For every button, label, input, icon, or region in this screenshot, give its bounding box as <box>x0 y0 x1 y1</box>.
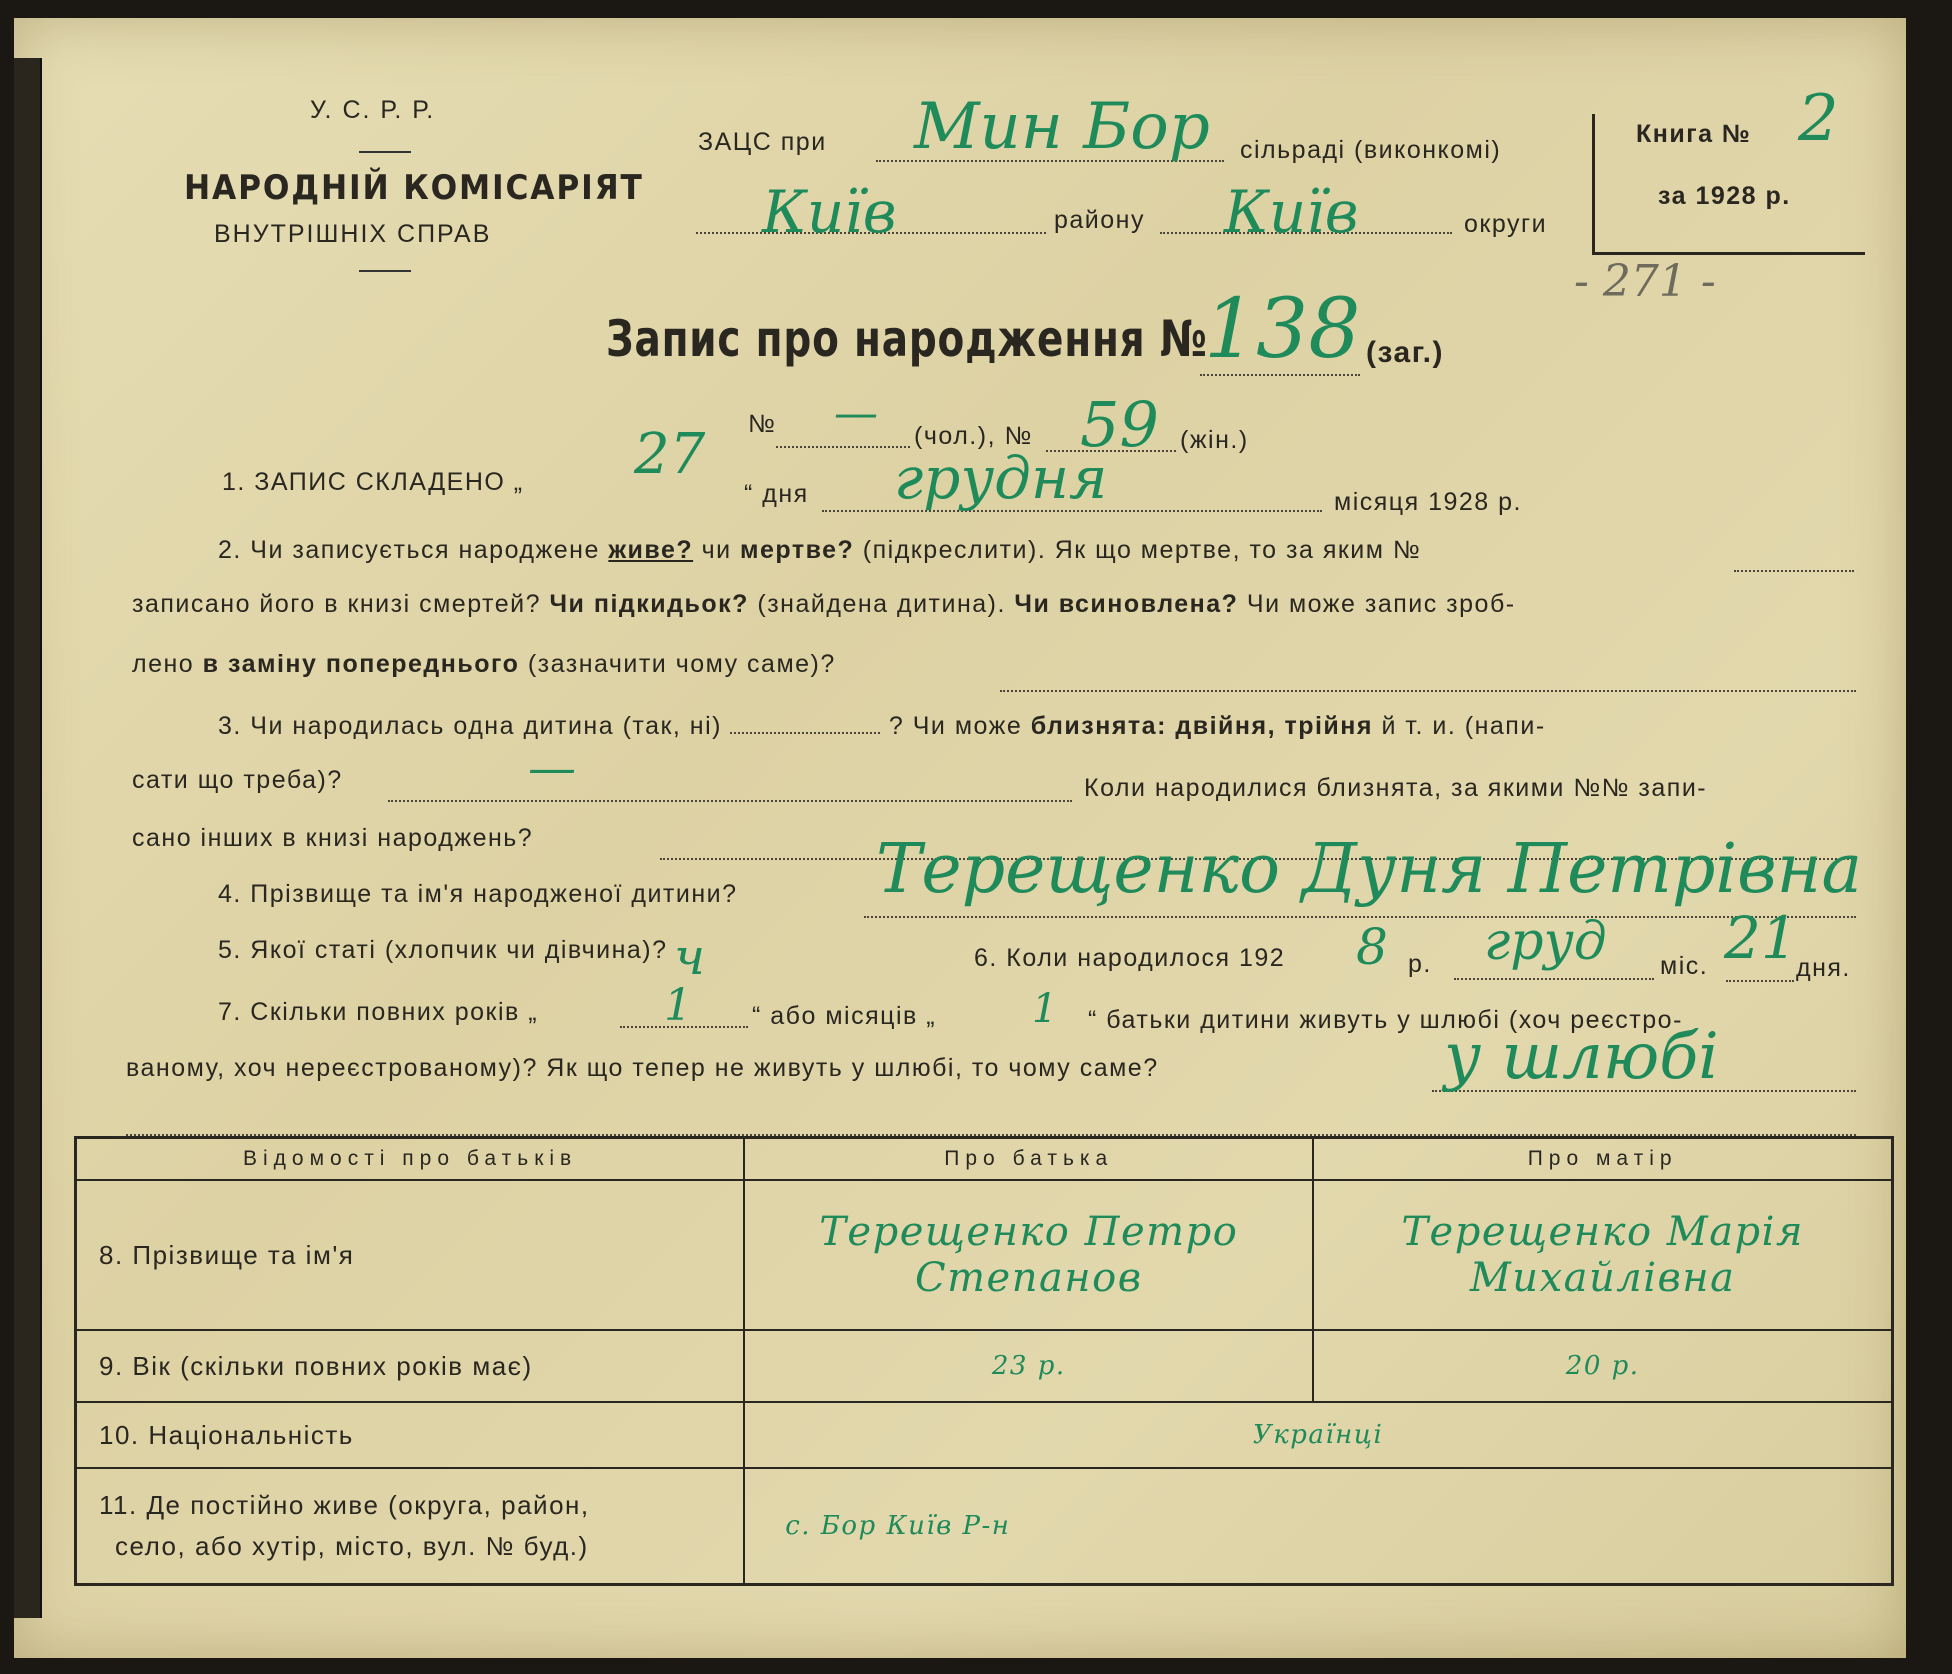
book-year: за 1928 р. <box>1658 182 1791 210</box>
f7-line1-a: 7. Скільки повних років „ <box>218 998 539 1026</box>
father-age-hand: 23 р. <box>744 1330 1313 1402</box>
nationality-hand: Українці <box>744 1402 1892 1468</box>
village-council-label: сільраді (виконкомі) <box>1240 136 1502 164</box>
f6-year-label: р. <box>1408 950 1432 978</box>
f5-label: 5. Якої статі (хлопчик чи дівчина)? <box>218 936 668 964</box>
row-label-nationality: 10. Національність <box>76 1402 745 1468</box>
f7-line1-c: “ батьки дитини живуть у шлюбі (хоч реєстро- <box>1088 1006 1683 1034</box>
table-row-residence <box>76 1468 1893 1584</box>
f7-months-hand: 1 <box>1032 986 1058 1032</box>
f4-label: 4. Прізвище та ім'я народженої дитини? <box>218 880 738 908</box>
f1-day-hand: 27 <box>634 422 706 487</box>
row-label-residence-1: 11. Де постійно живе (округа, район, <box>99 1489 590 1520</box>
male-no-dots <box>776 446 910 448</box>
header-rule-1 <box>359 151 411 153</box>
table-row-age <box>76 1330 1893 1402</box>
f2-line3: лено в заміну попереднього (зазначити чому саме)? <box>132 650 836 678</box>
table-row-nationality <box>76 1402 1893 1468</box>
f6-label: 6. Коли народилося 192 <box>974 944 1286 972</box>
f2-replace-dots <box>1000 690 1856 692</box>
f2-death-no-dots <box>1734 570 1854 572</box>
f6-day-hand: 21 <box>1724 904 1798 972</box>
f6-day-dots <box>1726 980 1794 982</box>
f6-month-label: міс. <box>1660 952 1709 980</box>
f4-child-name-hand: Терещенко Дуня Петрівна <box>876 830 1862 909</box>
female-no-hand: 59 <box>1080 388 1159 461</box>
f6-year-hand: 8 <box>1356 918 1388 976</box>
table-row-name <box>76 1180 1893 1330</box>
f2-line1: 2. Чи записується народжене живе? чи мертве? (підкреслити). Як що мертве, то за яким № <box>218 536 1422 564</box>
okrug-hand: Київ <box>1224 178 1359 246</box>
okrug-label: округи <box>1464 210 1548 238</box>
header-rule-2 <box>359 270 411 272</box>
f1-label: 1. ЗАПИС СКЛАДЕНО „ <box>222 468 524 496</box>
commissariat-label: НАРОДНІЙ КОМІСАРІЯТ <box>184 168 644 208</box>
row-label-age: 9. Вік (скільки повних років має) <box>76 1330 745 1402</box>
republic-label: У. С. Р. Р. <box>310 96 436 124</box>
f2-alive: живе? <box>608 536 694 564</box>
row-label-residence <box>76 1468 745 1584</box>
row-label-name: 8. Прізвище та ім'я <box>76 1180 745 1330</box>
district-hand: Київ <box>762 178 897 246</box>
male-no-hand: — <box>834 388 878 439</box>
record-title-suffix: (заг.) <box>1366 336 1445 369</box>
f2-line2: записано його в книзі смертей? Чи підкидьок? (знайдена дитина). Чи всиновлена? Чи може запис зроб- <box>132 590 1516 618</box>
f3-twins-dots <box>388 800 1072 802</box>
record-number-hand: 138 <box>1204 282 1361 377</box>
no-label: № <box>748 410 777 438</box>
f7-line2: ваному, хоч нереєстрованому)? Як що тепер не живуть у шлюбі, то чому саме? <box>126 1054 1159 1082</box>
department-label: ВНУТРІШНІХ СПРАВ <box>214 220 492 248</box>
f3-line1: 3. Чи народилась одна дитина (так, ні) ? Чи може близнята: двійня, трійня й т. и. (напи- <box>218 712 1546 740</box>
f3-line2-b: Коли народилися близнята, за якими №№ запи- <box>1084 774 1708 802</box>
zags-prefix: ЗАЦС при <box>698 128 827 156</box>
f7-line1-b: “ або місяців „ <box>752 1002 937 1030</box>
book-number-hand: 2 <box>1798 82 1839 156</box>
f3-twins-hand: — <box>528 740 576 796</box>
f7-years-hand: 1 <box>664 980 692 1031</box>
f3-line3: сано інших в книзі народжень? <box>132 824 534 852</box>
male-no-label: (чол.), № <box>914 422 1033 450</box>
col-header-father: Про батька <box>744 1138 1313 1181</box>
parents-table <box>74 1136 1894 1586</box>
district-label: району <box>1054 206 1145 234</box>
f1-day-label: “ дня <box>744 480 809 508</box>
f6-month-hand: груд <box>1484 912 1607 972</box>
f1-year-label: місяця 1928 р. <box>1334 488 1522 516</box>
col-header-info: Відомості про батьків <box>76 1138 745 1181</box>
f7-marriage-hand: у шлюбі <box>1444 1020 1719 1094</box>
book-binding <box>14 58 42 1618</box>
zags-hand: Мин Бор <box>914 90 1210 164</box>
book-label: Книга № <box>1636 120 1752 148</box>
f6-day-label: дня. <box>1796 954 1851 982</box>
residence-hand: с. Бор Київ Р-н <box>744 1468 1892 1584</box>
row-label-residence-2: село, або хутір, місто, вул. № буд.) <box>115 1530 589 1561</box>
mother-age-hand: 20 р. <box>1313 1330 1892 1402</box>
f3-line2-a: сати що треба)? <box>132 766 343 794</box>
col-header-mother: Про матір <box>1313 1138 1892 1181</box>
father-name-hand: Терещенко Петро Степанов <box>744 1180 1313 1330</box>
mother-name-hand: Терещенко Марія Михайлівна <box>1313 1180 1892 1330</box>
page-number-hand: - 271 - <box>1574 256 1716 307</box>
f1-month-hand: грудня <box>894 444 1108 512</box>
female-no-label: (жін.) <box>1180 426 1249 454</box>
record-title: Запис про народження № <box>606 310 1208 368</box>
parents-header-row <box>76 1138 1893 1181</box>
f6-month-dots <box>1454 978 1654 980</box>
f5-sex-hand: ч <box>674 928 706 986</box>
